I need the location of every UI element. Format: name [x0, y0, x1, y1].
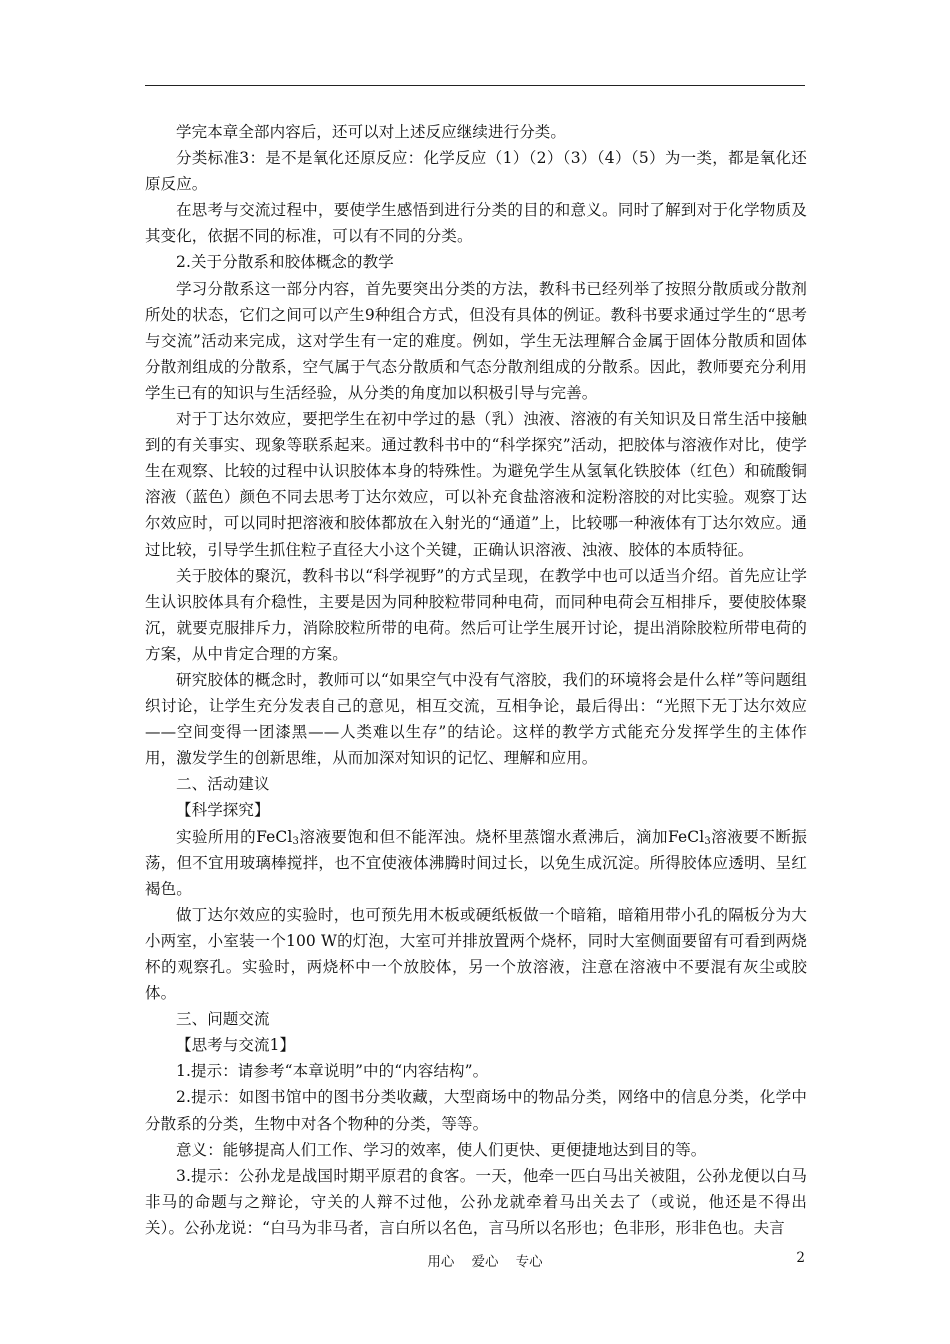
- text-run: 溶液要饱和但不能浑浊。烧杯里蒸馏水煮沸后，滴加FeCl: [298, 827, 705, 846]
- paragraph: 3.提示：公孙龙是战国时期平原君的食客。一天，他牵一匹白马出关被阻，公孙龙便以白马非马的命题与之辩论，守关的人辩不过他，公孙龙就牵着马出关去了（或说，他还是不得出关）。公孙龙说：“白马为非马者，言白所以名色，言马所以名形也；色非形，形非色也。夫言: [145, 1166, 807, 1237]
- paragraph: 在思考与交流过程中，要使学生感悟到进行分类的目的和意义。同时了解到对于化学物质及其变化，依据不同的标准，可以有不同的分类。: [145, 201, 807, 246]
- section-heading: 三、问题交流: [176, 1010, 270, 1029]
- paragraph: 分类标准3：是不是氧化还原反应：化学反应（1）（2）（3）（4）（5）为一类，都是氧化还原反应。: [145, 149, 807, 194]
- section-heading: 2.关于分散系和胶体概念的教学: [176, 253, 394, 272]
- subsection-heading: 【思考与交流1】: [176, 1036, 296, 1055]
- paragraph: 做丁达尔效应的实验时，也可预先用木板或硬纸板做一个暗箱，暗箱用带小孔的隔板分为大小两室，小室装一个100 W的灯泡，大室可并排放置两个烧杯，同时大室侧面要留有可看到两烧杯的观察孔。实验时，两烧杯中一个放胶体，另一个放溶液，注意在溶液中不要混有灰尘或胶体。: [145, 905, 807, 1003]
- paragraph: 学习分散系这一部分内容，首先要突出分类的方法，教科书已经列举了按照分散质或分散剂所处的状态，它们之间可以产生9种组合方式，但没有具体的例证。教科书要求通过学生的“思考与交流”活动来完成，这对学生有一定的难度。例如，学生无法理解合金属于固体分散质和固体分散剂组成的分散系，空气属于气态分散质和气态分散剂组成的分散系。因此，教师要充分利用学生已有的知识与生活经验，从分类的角度加以积极引导与完善。: [145, 279, 807, 402]
- section-heading: 二、活动建议: [176, 775, 270, 794]
- paragraph: 学完本章全部内容后，还可以对上述反应继续进行分类。: [176, 123, 567, 141]
- paragraph: 意义：能够提高人们工作、学习的效率，使人们更快、更便捷地达到目的等。: [176, 1140, 707, 1159]
- text-run: 实验所用的FeCl: [176, 827, 293, 846]
- subsection-heading: 【科学探究】: [176, 801, 270, 820]
- header-rule: [145, 85, 805, 86]
- page-number: 2: [796, 1250, 805, 1266]
- paragraph: 2.提示：如图书馆中的图书分类收藏，大型商场中的物品分类，网络中的信息分类，化学中分散系的分类，生物中对各个物种的分类，等等。: [145, 1088, 807, 1133]
- paragraph-fecl3: [145, 824, 807, 902]
- paragraph: 关于胶体的聚沉，教科书以“科学视野”的方式呈现，在教学中也可以适当介绍。首先应让学生认识胶体具有介稳性，主要是因为同种胶粒带同种电荷，而同种电荷会互相排斥，要使胶体聚沉，就要克服排斥力，消除胶粒所带的电荷。然后可让学生展开讨论，提出消除胶粒所带电荷的方案，从中肯定合理的方案。: [145, 566, 807, 663]
- subscript: 3: [292, 835, 299, 847]
- page-footer: [145, 1250, 805, 1272]
- text-run: 溶液要不断振荡，但不宜用玻璃棒搅拌，也不宜使液体沸腾时间过长，以免生成沉淀。所得胶体应透明、呈红褐色。: [145, 827, 807, 898]
- document-body: [145, 119, 807, 1241]
- paragraph: 1.提示：请参考“本章说明”中的“内容结构”。: [176, 1062, 489, 1081]
- subscript: 3: [704, 835, 711, 847]
- paragraph: 对于丁达尔效应，要把学生在初中学过的悬（乳）浊液、溶液的有关知识及日常生活中接触到的有关事实、现象等联系起来。通过教科书中的“科学探究”活动，把胶体与溶液作对比，使学生在观察、比较的过程中认识胶体本身的特殊性。为避免学生从氢氧化铁胶体（红色）和硫酸铜溶液（蓝色）颜色不同去思考丁达尔效应，可以补充食盐溶液和淀粉溶胶的对比实验。观察丁达尔效应时，可以同时把溶液和胶体都放在入射光的“通道”上，比较哪一种液体有丁达尔效应。通过比较，引导学生抓住粒子直径大小这个关键，正确认识溶液、浊液、胶体的本质特征。: [145, 410, 807, 559]
- paragraph: 研究胶体的概念时，教师可以“如果空气中没有气溶胶，我们的环境将会是什么样”等问题组织讨论，让学生充分发表自己的意见，相互交流，互相争论，最后得出：“光照下无丁达尔效应——空间变得一团漆黑——人类难以生存”的结论。这样的教学方式能充分发挥学生的主体作用，激发学生的创新思维，从而加深对知识的记忆、理解和应用。: [145, 670, 807, 768]
- footer-motto: 用心 爱心 专心: [427, 1254, 543, 1270]
